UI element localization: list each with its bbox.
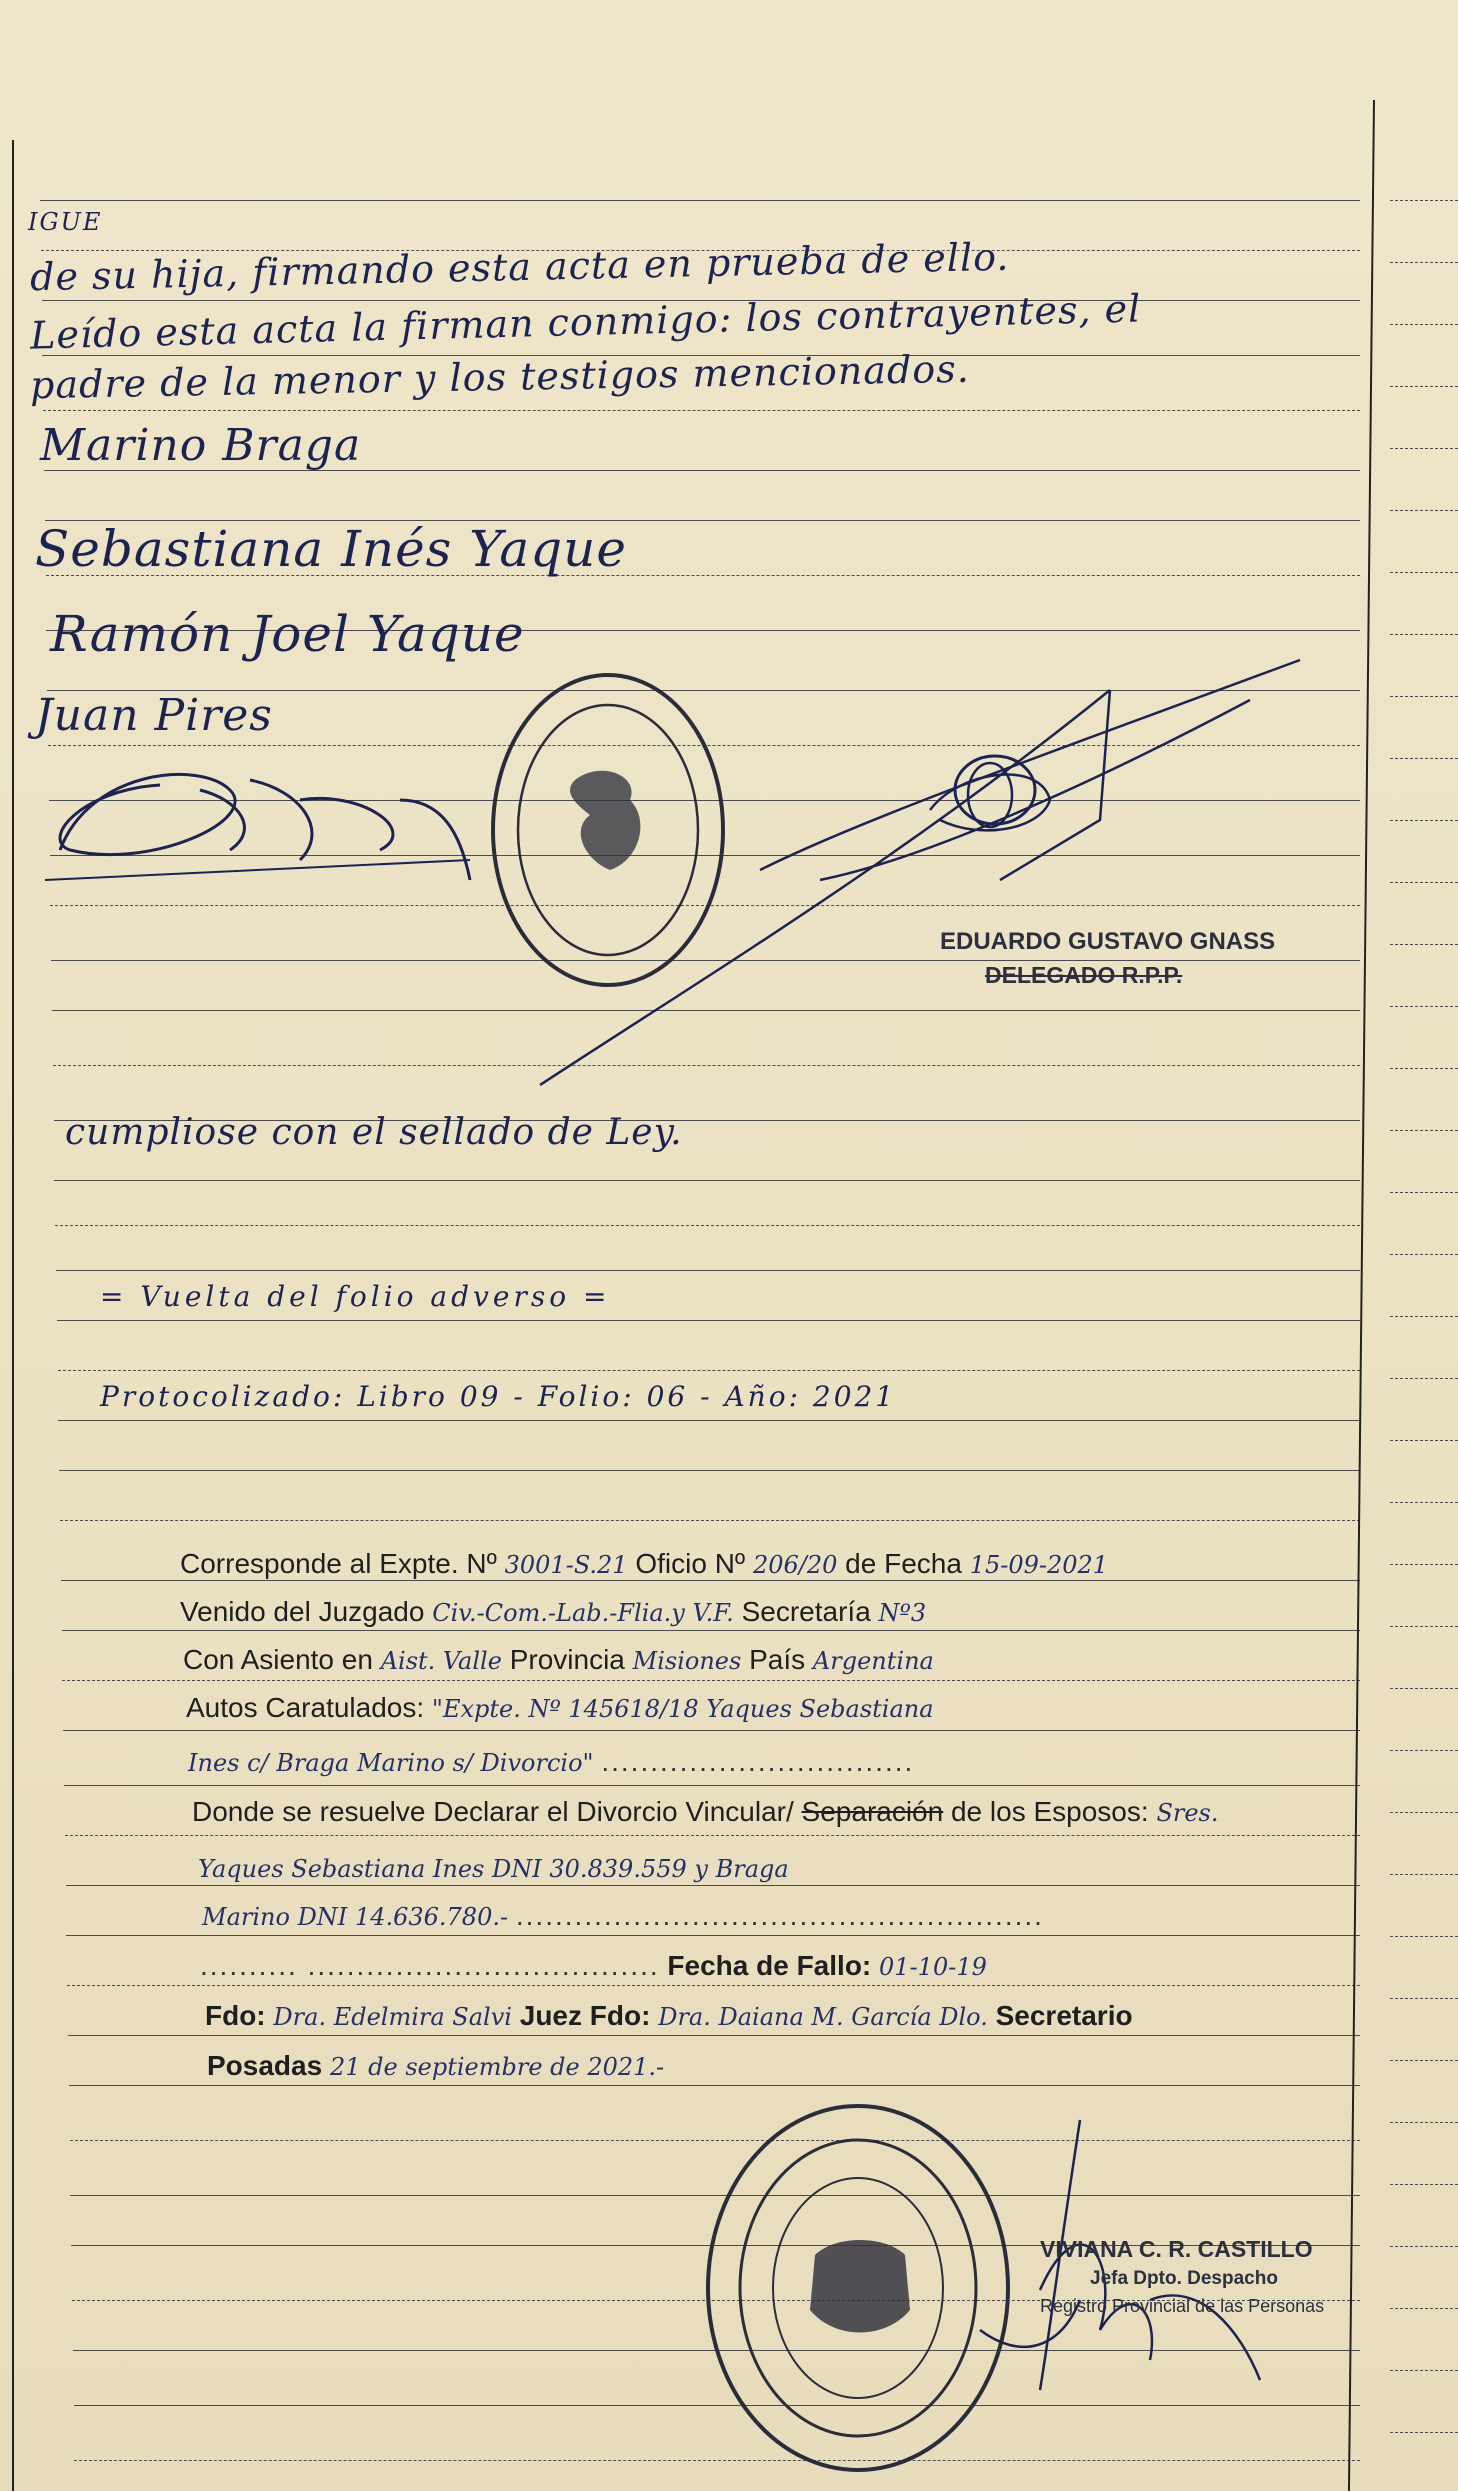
- value-fecha: 15-09-2021: [969, 1551, 1109, 1579]
- value-autos: "Expte. Nº 145618/18 Yaques Sebastiana: [431, 1695, 934, 1723]
- signature-4: Juan Pires: [35, 690, 273, 741]
- value-expte: 3001-S.21: [504, 1551, 628, 1579]
- label-fecha: de Fecha: [845, 1548, 962, 1579]
- form-row-esposos-cont: [198, 1852, 789, 1884]
- value-esposos: Sres.: [1156, 1799, 1219, 1827]
- value-pais: Argentina: [812, 1647, 934, 1675]
- value-fallo: 01-10-19: [879, 1953, 987, 1981]
- value-oficio: 206/20: [752, 1551, 838, 1579]
- officer-stamp-role: DELEGADO R.P.P.: [985, 962, 1183, 988]
- label-donde: Donde se resuelve Declarar el Divorcio Vincular/: [192, 1796, 794, 1827]
- value-secretaria: Nº3: [878, 1599, 927, 1627]
- protocolo-line: Protocolizado: Libro 09 - Folio: 06 - Año: 2021: [100, 1380, 897, 1413]
- label-fallo: Fecha de Fallo:: [667, 1950, 872, 1981]
- label-oficio: Oficio Nº: [635, 1548, 746, 1579]
- value-asiento: Aist. Valle: [380, 1647, 502, 1675]
- label-autos: Autos Caratulados:: [186, 1692, 425, 1723]
- value-posadas: 21 de septiembre de 2021.-: [329, 2053, 665, 2081]
- label-juzgado: Venido del Juzgado: [180, 1596, 425, 1627]
- bottom-stamp-name: VIVIANA C. R. CASTILLO: [1040, 2236, 1313, 2262]
- officer-stamp-name: EDUARDO GUSTAVO GNASS: [940, 928, 1276, 955]
- label-separacion: Separación: [801, 1796, 944, 1827]
- form-row-juzgado: [180, 1596, 926, 1628]
- value-secretario: Dra. Daiana M. García Dlo.: [658, 2003, 988, 2031]
- label-secretario: Secretario: [995, 2000, 1133, 2031]
- label-juez: Juez Fdo:: [519, 2000, 651, 2031]
- top-fragment: IGUE: [28, 208, 103, 236]
- value-esposos-cont2: Marino DNI 14.636.780.-: [202, 1903, 509, 1931]
- handwritten-line-3: padre de la menor y los testigos mencionados.: [29, 346, 971, 408]
- handwritten-line-2: Leído esta acta la firman conmigo: los contrayentes, el: [29, 286, 1142, 358]
- signature-1: Marino Braga: [40, 420, 362, 471]
- bottom-stamp-org: Registro Provincial de las Personas: [1040, 2296, 1325, 2316]
- label-esposos: de los Esposos:: [950, 1796, 1149, 1827]
- form-row-fallo: [200, 1950, 987, 1982]
- value-juez: Dra. Edelmira Salvi: [273, 2003, 512, 2031]
- value-autos-cont: Ines c/ Braga Marino s/ Divorcio": [188, 1749, 594, 1777]
- dotted-fill-3: .......... ....................................: [200, 1950, 660, 1981]
- value-juzgado: Civ.-Com.-Lab.-Flia.y V.F.: [432, 1599, 734, 1627]
- label-secretaria: Secretaría: [741, 1596, 871, 1627]
- note-vuelta: = Vuelta del folio adverso =: [100, 1280, 611, 1313]
- bottom-stamp-role: Jefa Dpto. Despacho: [1090, 2268, 1278, 2289]
- value-provincia: Misiones: [632, 1647, 742, 1675]
- form-row-esposos-cont2: [202, 1900, 1044, 1932]
- signature-3: Ramón Joel Yaque: [50, 605, 525, 663]
- label-asiento: Con Asiento en: [183, 1644, 373, 1675]
- label-posadas: Posadas: [207, 2050, 323, 2081]
- note-sellado: cumpliose con el sellado de Ley.: [65, 1112, 683, 1153]
- form-row-autos: [186, 1692, 934, 1724]
- form-row-autos-cont: [188, 1746, 914, 1778]
- dotted-fill-2: ......................................................: [515, 1900, 1044, 1931]
- label-expte: Corresponde al Expte. Nº: [180, 1548, 497, 1579]
- dotted-fill: ................................: [601, 1746, 915, 1777]
- form-row-fdo: [205, 2000, 1133, 2032]
- handwritten-line-1: de su hija, firmando esta acta en prueba de ello.: [29, 234, 1010, 300]
- label-fdo: Fdo:: [205, 2000, 266, 2031]
- value-esposos-cont: Yaques Sebastiana Ines DNI 30.839.559 y Braga: [198, 1855, 789, 1883]
- form-row-asiento: [183, 1644, 934, 1676]
- label-pais: País: [749, 1644, 806, 1675]
- label-provincia: Provincia: [509, 1644, 625, 1675]
- signature-2: Sebastiana Inés Yaque: [35, 520, 627, 578]
- form-row-donde: [192, 1796, 1219, 1828]
- form-row-posadas: [207, 2050, 664, 2082]
- form-row-expte: [180, 1548, 1108, 1580]
